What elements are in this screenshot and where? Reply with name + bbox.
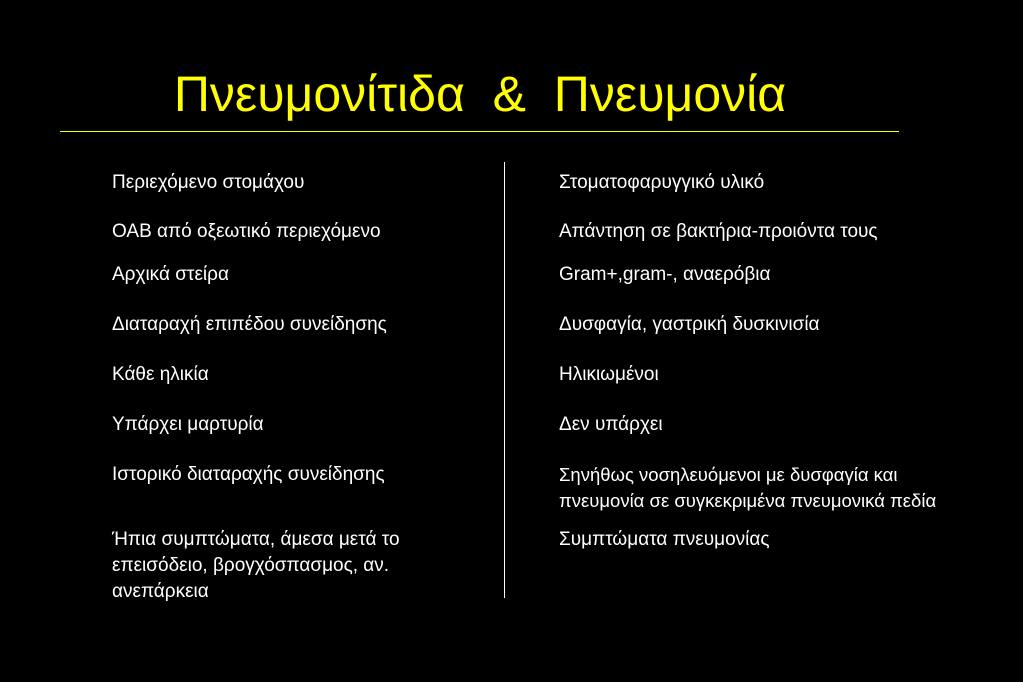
left-item-1: Περιεχόμενο στομάχου [112,172,305,193]
left-item-2: ΟΑΒ από οξεωτικό περιεχόμενο [112,221,381,242]
left-item-5: Κάθε ηλικία [112,364,209,385]
slide-title: Πνευμονίτιδα & Πνευμονία [173,66,787,122]
left-item-3: Αρχικά στείρα [112,264,229,285]
column-divider [504,162,505,598]
left-item-7: Ιστορικό διαταραχής συνείδησης [112,464,385,485]
left-item-4: Διαταραχή επιπέδου συνείδησης [112,314,387,335]
left-item-6: Υπάρχει μαρτυρία [112,414,264,435]
right-item-1: Στοματοφαρυγγικό υλικό [559,172,765,193]
right-item-8: Συμπτώματα πνευμονίας [559,529,770,550]
title-underline [60,131,899,132]
right-item-6: Δεν υπάρχει [559,414,663,435]
right-item-7: Σηνήθως νοσηλευόμενοι με δυσφαγία και πνευμονία σε συγκεκριμένα πνευμονικά πεδία [559,464,937,511]
right-item-2: Απάντηση σε βακτήρια-προιόντα τους [559,221,878,242]
left-item-8: Ήπια συμπτώματα, άμεσα μετά το επεισόδειο, βρογχόσπασμος, αν. ανεπάρκεια [112,529,400,602]
right-item-5: Ηλικιωμένοι [559,364,659,385]
right-item-3: Gram+,gram-, αναερόβια [559,264,771,285]
right-item-4: Δυσφαγία, γαστρική δυσκινισία [559,314,820,335]
